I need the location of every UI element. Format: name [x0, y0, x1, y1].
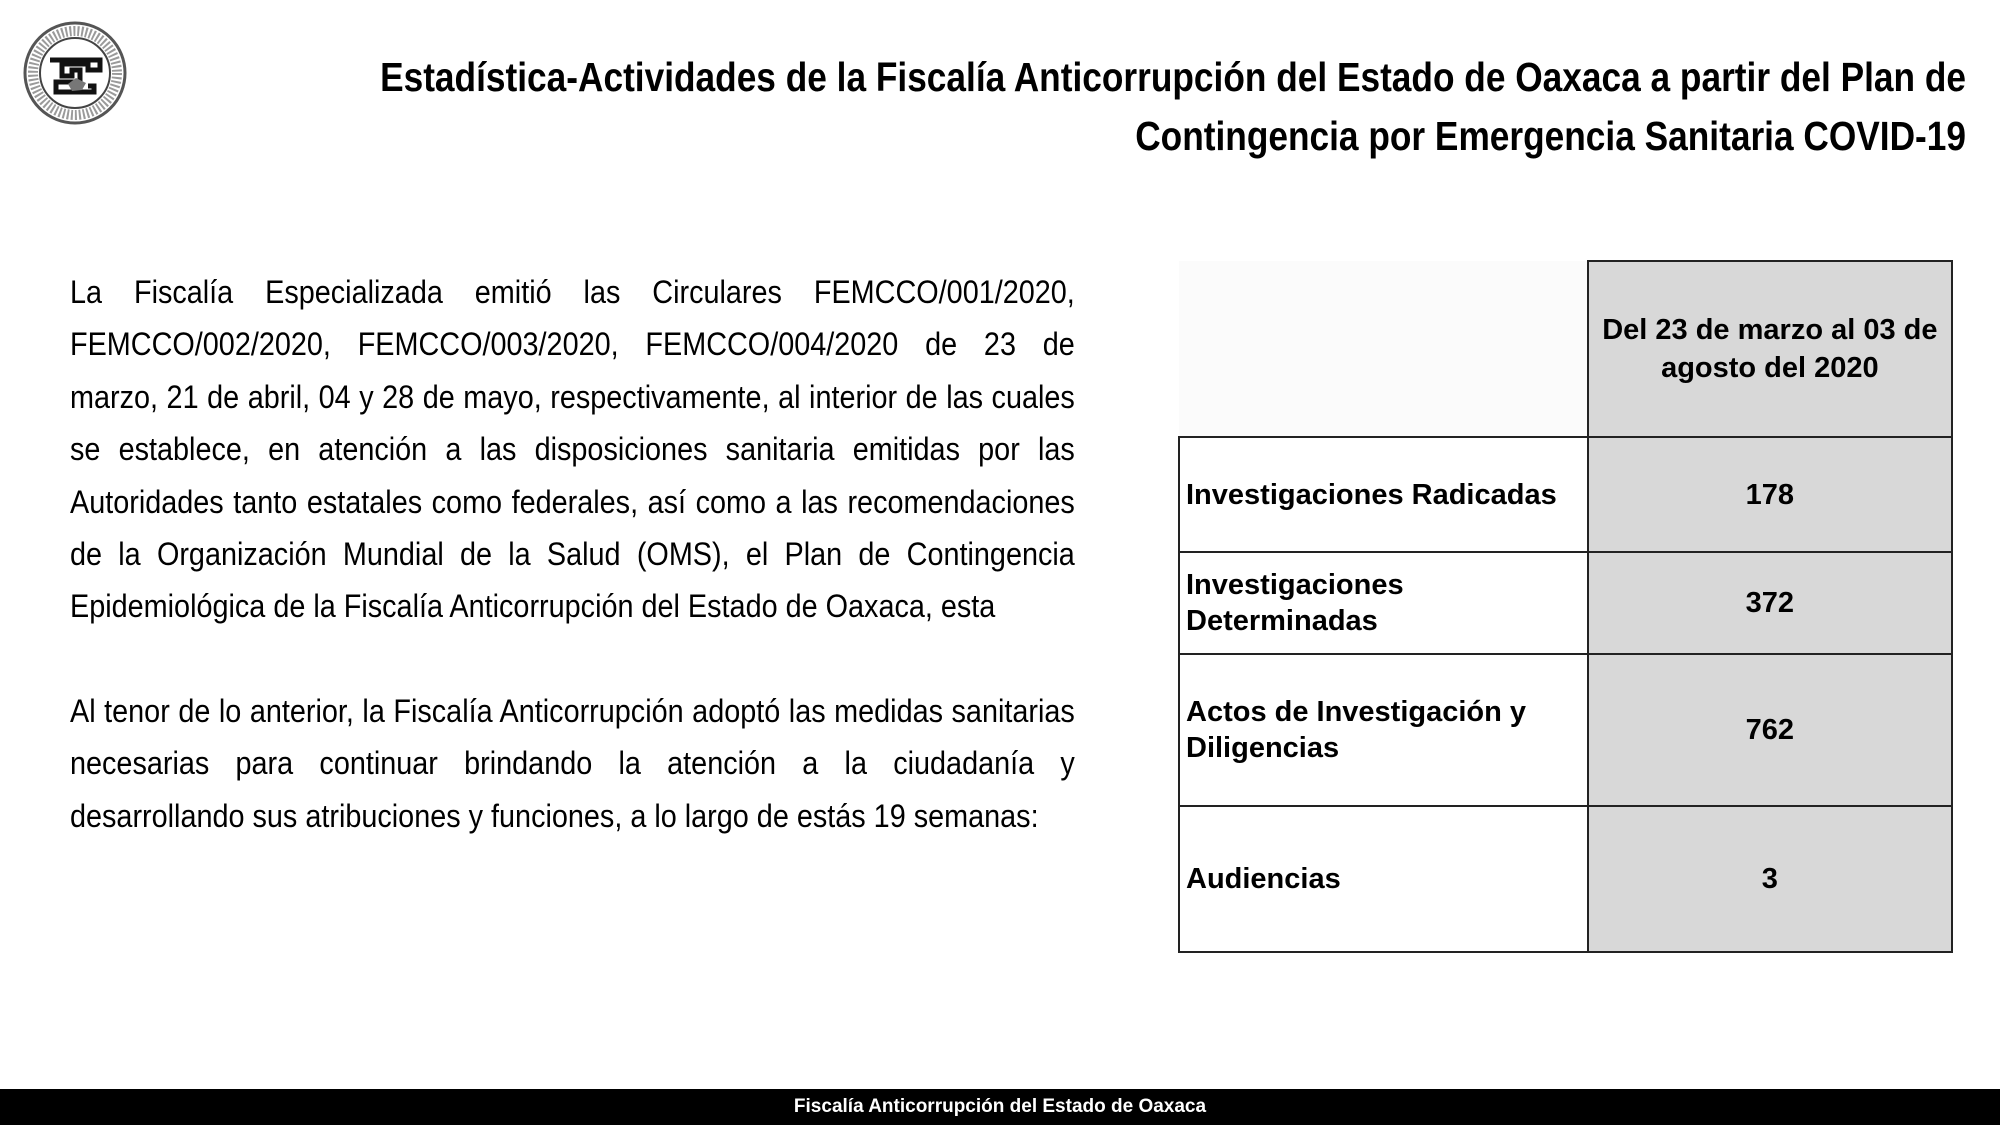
period-header: Del 23 de marzo al 03 de agosto del 2020 [1588, 261, 1952, 437]
title-line-1: Estadística-Actividades de la Fiscalía Anticorrupción del Estado de Oaxaca a partir del Plan de [380, 54, 1966, 100]
statistics-table [1178, 260, 1953, 953]
table-row [1179, 806, 1952, 952]
footer-text: Fiscalía Anticorrupción del Estado de Oaxaca [793, 1096, 1207, 1117]
table-row [1179, 654, 1952, 806]
row-label: Investigaciones Determinadas [1179, 552, 1588, 654]
row-label: Actos de Investigación y Diligencias [1179, 654, 1588, 806]
table-row [1179, 437, 1952, 552]
row-label: Investigaciones Radicadas [1179, 437, 1588, 552]
row-value: 178 [1588, 437, 1952, 552]
table-row [1179, 552, 1952, 654]
row-label: Audiencias [1179, 806, 1588, 952]
paragraph-circulars: La Fiscalía Especializada emitió las Circulares FEMCCO/001/2020, FEMCCO/002/2020, FEMCCO/003/2020, FEMCCO/004/2020 de 23 de marzo, 21 de abril, 04 y 28 de mayo, respectivamente, al interior de las cuales se establece, en atención a las disposiciones sanitaria emitidas por las Autoridades tanto estatales como federales, así como a las recomendaciones de la Organización Mundial de la Salud (OMS), el Plan de Contingencia Epidemiológica de la Fiscalía Anticorrupción del Estado de Oaxaca, esta [70, 274, 1075, 625]
agency-logo [22, 20, 128, 126]
title-line-2: Contingencia por Emergencia Sanitaria COVID-19 [1135, 113, 1966, 159]
footer-bar [0, 1089, 2000, 1125]
page-title [169, 48, 1966, 166]
row-value: 762 [1588, 654, 1952, 806]
paragraph-measures: Al tenor de lo anterior, la Fiscalía Anticorrupción adoptó las medidas sanitarias necesarias para continuar brindando la atención a la ciudadanía y desarrollando sus atribuciones y funciones, a lo largo de estás 19 semanas: [70, 692, 1075, 834]
table-header-row [1179, 261, 1952, 437]
row-value: 3 [1588, 806, 1952, 952]
body-text [70, 266, 1074, 842]
row-value: 372 [1588, 552, 1952, 654]
empty-corner-cell [1179, 261, 1588, 437]
